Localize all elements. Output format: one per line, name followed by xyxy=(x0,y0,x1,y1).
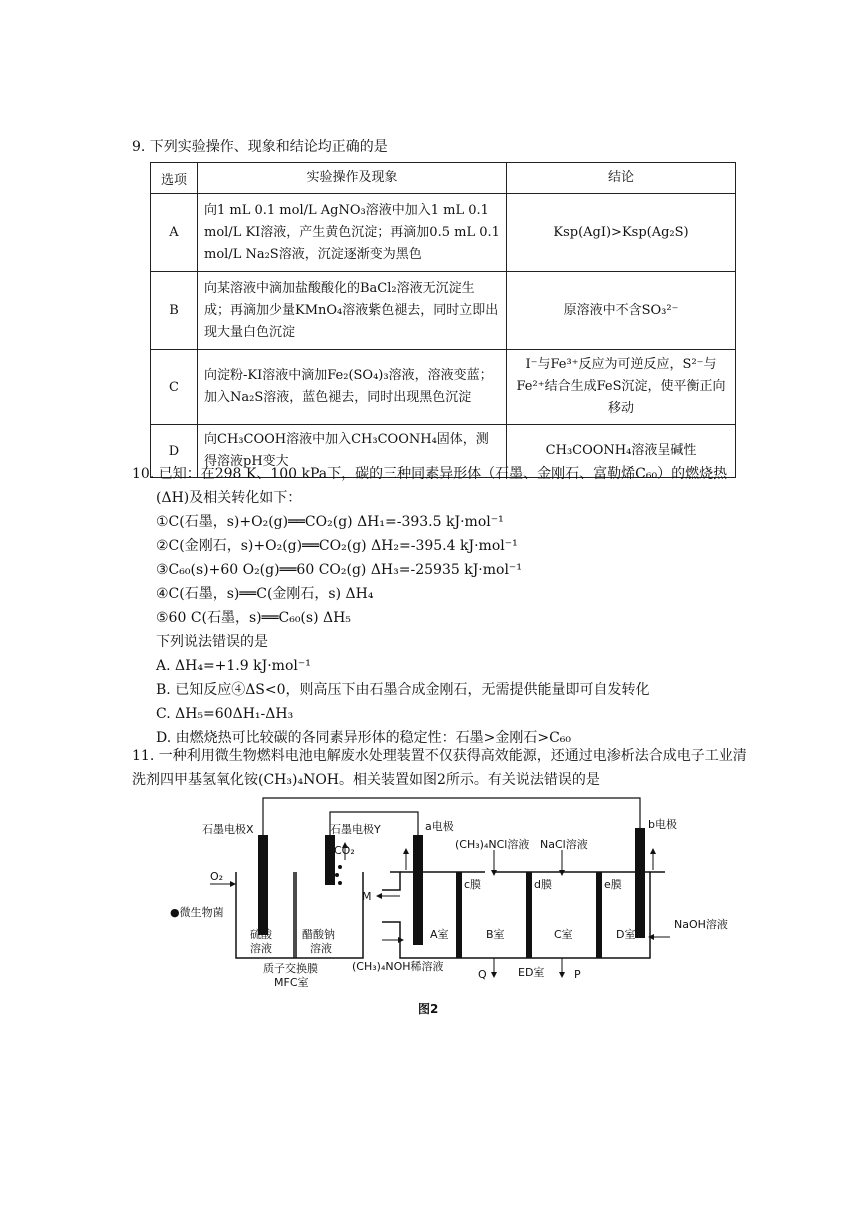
label-o2: O₂ xyxy=(210,870,224,883)
label-co2: CO₂ xyxy=(334,844,355,857)
row-conclusion: Ksp(AgI)>Ksp(Ag₂S) xyxy=(507,194,736,272)
row-option: D xyxy=(151,425,198,478)
row-conclusion: CH₃COONH₄溶液呈碱性 xyxy=(507,425,736,478)
ed-cell-container xyxy=(382,872,665,958)
label-e-membrane: e膜 xyxy=(604,878,622,891)
header-operation: 实验操作及现象 xyxy=(198,163,507,194)
option-a: A. ΔH₄=+1.9 kJ·mol⁻¹ xyxy=(156,658,311,674)
equation-2: ②C(金刚石，s)+O₂(g)══CO₂(g) ΔH₂=-395.4 kJ·mol⁻¹ xyxy=(156,538,518,554)
table-row xyxy=(151,272,736,350)
bubble-icon xyxy=(338,865,342,869)
label-c-membrane: c膜 xyxy=(464,878,482,891)
option-c: C. ΔH₅=60ΔH₁-ΔH₃ xyxy=(156,706,294,722)
question-9-title: 9. 下列实验操作、现象和结论均正确的是 xyxy=(132,139,388,155)
row-option: B xyxy=(151,272,198,350)
arrowhead-icon xyxy=(648,934,654,940)
arrowhead-icon xyxy=(398,937,404,943)
bubble-icon xyxy=(335,873,339,877)
question-11-line-2: 洗剂四甲基氢氧化铵(CH₃)₄NOH。相关装置如图2所示。有关说法错误的是 xyxy=(132,772,600,788)
label-p: P xyxy=(574,968,581,981)
header-conclusion: 结论 xyxy=(507,163,736,194)
arrowhead-icon xyxy=(230,881,236,887)
arrowhead-icon xyxy=(650,848,656,854)
bubble-icon xyxy=(338,881,342,885)
label-m: M xyxy=(362,890,372,903)
electrode-b xyxy=(635,828,645,938)
label-feed-nacl: NaCl溶液 xyxy=(540,838,588,851)
option-d: D. 由燃烧热可比较碳的各同素异形体的稳定性：石墨>金刚石>C₆₀ xyxy=(156,730,572,746)
arrowhead-icon xyxy=(559,870,565,876)
membrane-e xyxy=(596,872,602,958)
row-option: C xyxy=(151,350,198,425)
label-sulfuric-2: 溶液 xyxy=(250,942,272,955)
label-acetate-2: 溶液 xyxy=(310,942,332,955)
electrode-x xyxy=(258,835,268,935)
label-room-ed: ED室 xyxy=(518,966,545,979)
label-acetate: 醋酸钠 xyxy=(302,928,335,941)
equation-3: ③C₆₀(s)+60 O₂(g)══60 CO₂(g) ΔH₃=-25935 kJ·mol⁻¹ xyxy=(156,562,522,578)
question-10 xyxy=(132,462,742,750)
arrowhead-icon xyxy=(491,972,497,978)
label-feed-tma: (CH₃)₄NCl溶液 xyxy=(455,838,530,851)
label-mfc: MFC室 xyxy=(274,976,309,989)
label-electrode-a: a电极 xyxy=(425,820,454,833)
label-pem: 质子交换膜 xyxy=(263,962,318,975)
question-10-intro-cont: (ΔH)及相关转化如下： xyxy=(156,490,302,506)
label-sulfuric: 硫酸 xyxy=(250,928,272,941)
label-naoh: NaOH溶液 xyxy=(674,918,728,931)
equation-1: ①C(石墨，s)+O₂(g)══CO₂(g) ΔH₁=-393.5 kJ·mol⁻¹ xyxy=(156,514,504,530)
arrowhead-icon xyxy=(559,972,565,978)
table-header-row xyxy=(151,163,736,194)
row-option: A xyxy=(151,194,198,272)
label-electrode-b: b电极 xyxy=(648,818,677,831)
question-10-prompt: 下列说法错误的是 xyxy=(156,634,268,650)
row-operation: 向某溶液中滴加盐酸酸化的BaCl₂溶液无沉淀生成；再滴加少量KMnO₄溶液紫色褪去，同时立即出现大量白色沉淀 xyxy=(198,272,507,350)
label-room-c: C室 xyxy=(554,928,573,941)
row-operation: 向CH₃COOH溶液中加入CH₃COONH₄固体，测得溶液pH变大 xyxy=(198,425,507,478)
label-room-d: D室 xyxy=(616,928,636,941)
arrowhead-icon xyxy=(491,870,497,876)
row-operation: 向淀粉-KI溶液中滴加Fe₂(SO₄)₃溶液，溶液变蓝；加入Na₂S溶液，蓝色褪去，同时出现黑色沉淀 xyxy=(198,350,507,425)
label-d-membrane: d膜 xyxy=(534,878,552,891)
equation-5: ⑤60 C(石墨，s)══C₆₀(s) ΔH₅ xyxy=(156,610,351,626)
figure-caption: 图2 xyxy=(418,1002,439,1016)
header-option: 选项 xyxy=(151,163,198,194)
question-10-intro: 10. 已知：在298 K、100 kPa下，碳的三种同素异形体（石墨、金刚石、富勒烯C₆₀）的燃烧热 xyxy=(132,466,728,482)
equation-4: ④C(石墨，s)══C(金刚石，s) ΔH₄ xyxy=(156,586,374,602)
electrode-a xyxy=(413,835,423,945)
label-microbe: ●微生物菌 xyxy=(170,906,224,919)
label-room-b: B室 xyxy=(486,928,505,941)
table-row xyxy=(151,350,736,425)
arrowhead-icon xyxy=(376,893,382,899)
label-electrode-y: 石墨电极Y xyxy=(330,823,381,836)
arrowhead-icon xyxy=(403,848,409,854)
row-operation: 向1 mL 0.1 mol/L AgNO₃溶液中加入1 mL 0.1 mol/L KI溶液，产生黄色沉淀；再滴加0.5 mL 0.1 mol/L Na₂S溶液，沉淀逐渐变为黑色 xyxy=(198,194,507,272)
question-11-line-1: 11. 一种利用微生物燃料电池电解废水处理装置不仅获得高效能源，还通过电渗析法合成电子工业清 xyxy=(132,748,747,764)
membrane-c xyxy=(456,872,462,958)
question-11 xyxy=(132,744,747,792)
label-room-a: A室 xyxy=(430,928,449,941)
label-q: Q xyxy=(478,968,487,981)
row-conclusion: I⁻与Fe³⁺反应为可逆反应，S²⁻与Fe²⁺结合生成FeS沉淀，使平衡正向移动 xyxy=(507,350,736,425)
label-electrode-x: 石墨电极X xyxy=(202,823,254,836)
membrane-d xyxy=(526,872,532,958)
row-conclusion: 原溶液中不含SO₃²⁻ xyxy=(507,272,736,350)
option-b: B. 已知反应④ΔS<0，则高压下由石墨合成金刚石，无需提供能量即可自发转化 xyxy=(156,682,650,698)
experiment-table xyxy=(150,162,736,478)
label-dilute: (CH₃)₄NOH稀溶液 xyxy=(352,960,444,973)
apparatus-diagram xyxy=(150,790,750,995)
electrode-y xyxy=(325,835,335,885)
table-row xyxy=(151,194,736,272)
